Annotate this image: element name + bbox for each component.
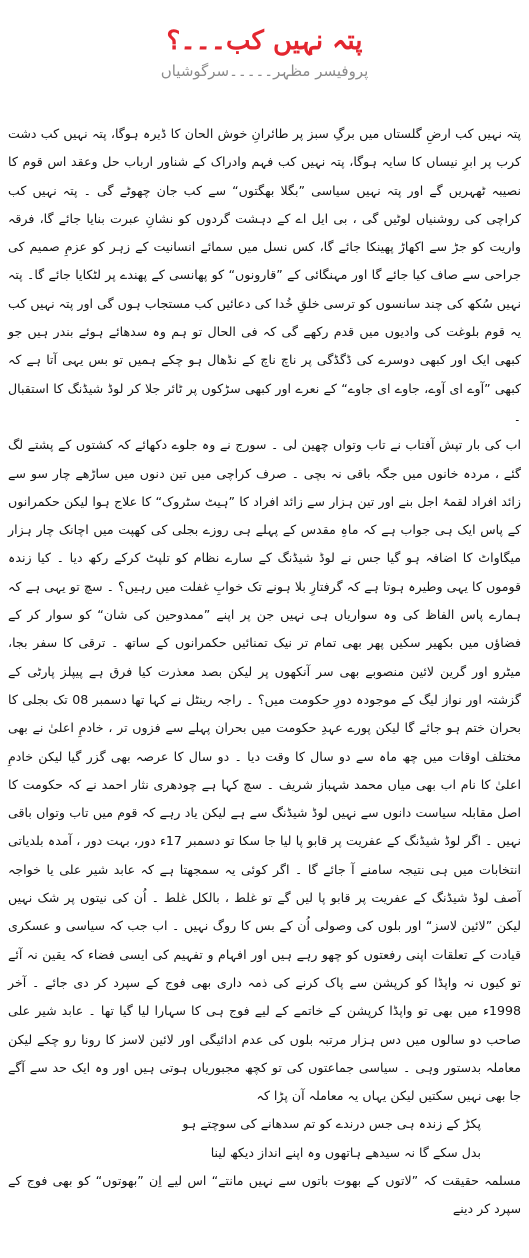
- poem-line-2: بدل سکے گا نہ سیدھے ہاتھوں وہ اپنے انداز دیکھ لینا: [210, 1144, 481, 1160]
- article-title: پتہ نہیں کب۔۔۔؟: [166, 26, 363, 56]
- article-paragraph-2: اب کی بار تپش آفتاب نے تاب وتواں چھین لی ۔ سورج نے وہ جلوے دکھائے کہ کشتوں کے پشتے لگ گئے ، مردہ خانوں میں جگہ باقی نہ بچی ۔ صرف کراچی میں تین دنوں میں ساڑھے چار سو سے زائد افراد لقمۂ اجل بنے اور تین ہزار سے زائد افراد کا ”ہیٹ سٹروک“ کا علاج ہوا لیکن حکمرانوں کے پاس ایک ہی جواب ہے کہ ماہِ مقدس کے پہلے ہی روزے بجلی کی کھپت میں اچانک چار ہزار میگاواٹ کا اضافہ ہو گیا جس نے لوڈ شیڈنگ کے سارے نظام کو تلپٹ کرکے رکھ دیا ۔ کیا زندہ قوموں کا یہی وطیرہ ہوتا ہے کہ گرفتارِ بلا ہونے تک خوابِ غفلت میں رہیں؟ ۔ سچ تو یہی ہے کہ ہمارے پاس الفاظ کی وہ سواریاں ہی نہیں جن پر اپنے ”ممدوحین کی شان“ کو سوار کر کے فضاؤں میں بکھیر سکیں پھر بھی تمام تر نیک تمنائیں حکمرانوں کے ساتھ ۔ ترقی کا سفر بجا، میٹرو اور گرین لائین منصوبے بھی سر آنکھوں پر لیکن بصد معذرت کیا فرق ہے پیپلز پارٹی کے گزشتہ اور نواز لیگ کے موجودہ دورِ حکومت میں؟ ۔ راجہ رینٹل نے کہا تھا دسمبر 08 تک بجلی کا بحران ختم ہو جائے گا لیکن پورے عہدِ حکومت میں بحران پہلے سے فزوں تر ، خادمِ اعلیٰ نے بھی مختلف اوقات میں چھ ماہ سے دو سال کا وقت دیا ۔ دو سال کا عرصہ بھی گزر گیا لیکن خادمِ اعلیٰ کا نام اب بھی میاں محمد شہباز شریف ۔ سچ کہا ہے چودھری نثار احمد نے کہ حکومت کا اصل مقابلہ سیاست دانوں سے نہیں لوڈ شیڈنگ سے ہے لیکن یاد رہے کہ قوم میں تاب وتواں باقی نہیں ۔ اگر لوڈ شیڈنگ کے عفریت پر قابو پا لیا جا سکا تو دسمبر 17ء دور، بہت دور ، آمدہ بلدیاتی انتخابات میں ہی نتیجہ سامنے آ جائے گا ۔ اگر کوئی یہ سمجھتا ہے کہ عابد شیر علی یا خواجہ آصف لوڈ شیڈنگ کے عفریت پر قابو پا لیں گے تو غلط ، بالکل غلط ۔ اُن کی نیتوں پر شک نہیں لیکن ”لائین لاسز“ اور بلوں کی وصولی اُن کے بس کا روگ نہیں ۔ اب جب کہ سیاسی و عسکری قیادت کے تعلقات اپنی رفعتوں کو چھو رہے ہیں اور افہام و تفہیم کی ایسی فضاء کہ یقین نہ آئے تو کیوں نہ واپڈا کو کرپشن سے پاک کرنے کی ذمہ داری بھی فوج کے سپرد کر دی جائے ۔ آخر 1998ء میں بھی تو واپڈا کرپشن کے خاتمے کے لیے فوج ہی کا سہارا لیا گیا تھا ۔ عابد شیر علی صاحب دو سالوں میں دس ہزار مرتبہ بلوں کی عدم ادائیگی اور لائین لاسز کا رونا رو چکے لیکن معاملہ بدستور وہی ۔ سیاسی جماعتوں کی تو کچھ مجبوریاں ہوتی ہیں اور وہ ایک حد سے آگے جا بھی نہیں سکتیں لیکن یہاں یہ معاملہ آن پڑا کہ: [8, 437, 521, 1104]
- article-paragraph-1: پتہ نہیں کب ارضِ گلستاں میں برگِ سبز پر طائرانِ خوش الحان کا ڈیرہ ہوگا، پتہ نہیں کب دشت کرب پر ابرِ نیساں کا سایہ ہوگا، پتہ نہیں کب فہم وادراک کے شناور ارباب حل وعقد اس قوم کا نصیبہ ٹھہریں گے اور پتہ نہیں سیاسی ”بگلا بھگتوں“ سے کب جان چھوٹے گی ۔ پتہ نہیں کب کراچی کی روشنیاں لوٹیں گی ، بی ایل اے کے دہشت گردوں کو نشانِ عبرت بنایا جائے گا، فرقہ واریت کو جڑ سے اکھاڑ پھینکا جائے گا، کس نسل میں سمائے انسانیت کے زہر کو عزمِ صمیم کی جراحی سے صاف کیا جائے گا اور مہنگائی کے ”قارونوں“ کو پھانسی کے پھندے پر لٹکایا جائے گا۔ پتہ نہیں سُکھ کی چند سانسوں کو ترسی خلقِ خُدا کی دعائیں کب مستجاب ہوں گی اور پتہ نہیں کب یہ قوم بلوغت کی وادیوں میں قدم رکھے گی کہ فی الحال تو ہم وہ سدھائے ہوئے بندر ہیں جو کبھی ایک اور کبھی دوسرے کی ڈگڈگی پر ناچ ناچ کے نڈھال ہو چکے ہمیں تو بس یہی آتا ہے کہ کبھی ”آوے ای آوے، جاوے ای جاوے“ کے نعرے اور کبھی سڑکوں پر ٹائر جلا کر لوڈ شیڈنگ کا استقبال ۔: [8, 126, 521, 424]
- article-byline: پروفیسر مظہر۔۔۔۔۔سرگوشیاں: [160, 62, 369, 80]
- article-closing-line: مسلمہ حقیقت کہ ”لاتوں کے بھوت باتوں سے نہیں مانتے“ اس لیے اِن ”بھوتوں“ کو بھی فوج کے سپرد کر دینے: [8, 1172, 521, 1217]
- article-body: [8, 120, 521, 1250]
- poem-couplet: [8, 1110, 521, 1167]
- poem-line-1: پکڑ کے زندہ ہی جس درندے کو تم سدھانے کی سوچتے ہو: [182, 1116, 481, 1132]
